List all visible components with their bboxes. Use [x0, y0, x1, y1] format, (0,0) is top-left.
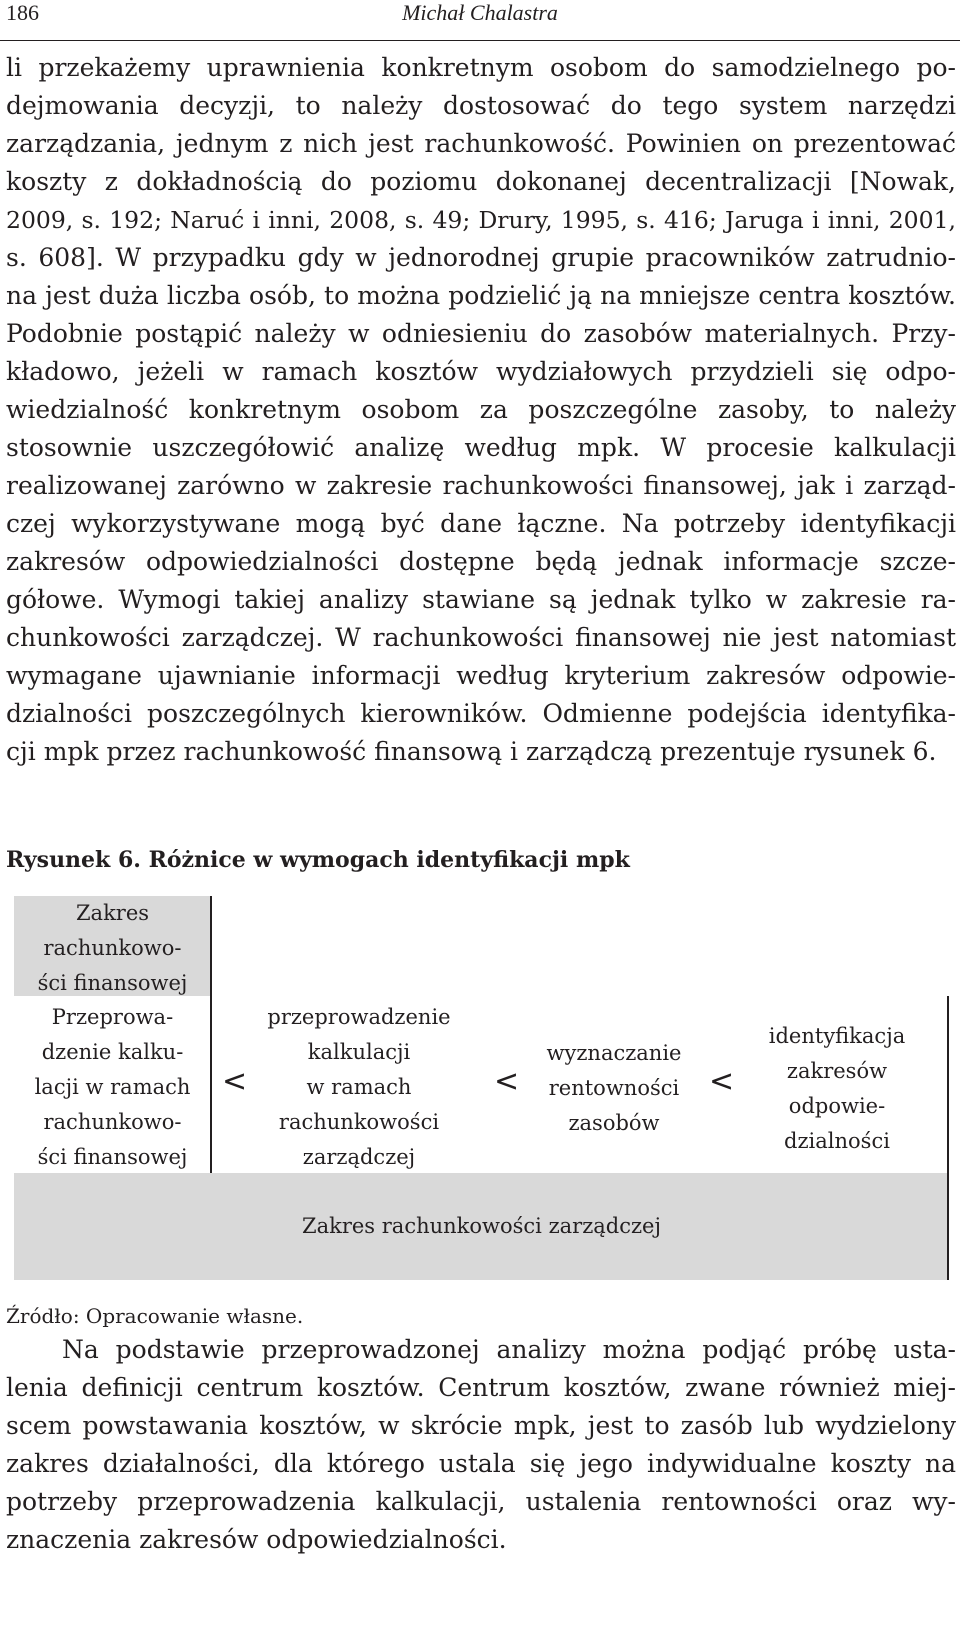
column-management-calculation [259, 1000, 459, 1175]
label-line: lacji w ramach [34, 1075, 191, 1099]
text-line: na jest duża liczba osób, to można podzielić ją na mniejsze centra kosztów. [6, 281, 956, 310]
label-line: zasobów [568, 1111, 660, 1135]
text-line: chunkowości zarządczej. W rachunkowości finansowej nie jest natomiast [6, 623, 956, 652]
text-line: znaczenia zakresów odpowiedzialności. [6, 1525, 507, 1554]
label-line: zakresów [786, 1059, 888, 1083]
label-line: rachunkowo- [43, 936, 182, 960]
figure-title: Rysunek 6. Różnice w wymogach identyfikacji mpk [6, 847, 630, 873]
text-line: zakresów odpowiedzialności dostępne będą jednak informacje szcze- [6, 547, 956, 576]
text-line: dzialności poszczególnych kierowników. Odmienne podejścia identyfika- [6, 699, 956, 728]
label-line: w ramach [306, 1075, 412, 1099]
label-line: zarządczej [302, 1145, 416, 1169]
text-line: wymagane ujawnianie informacji według kryterium zakresów odpowie- [6, 661, 956, 690]
less-than-symbol: < [494, 1064, 520, 1099]
text-line: Na podstawie przeprowadzonej analizy można podjąć próbę usta- [62, 1335, 956, 1364]
running-head: Michał Chalastra [402, 0, 558, 25]
text-line: wiedzialność konkretnym osobom za poszczególne zasoby, to należy [6, 395, 956, 424]
text-line: s. 608]. W przypadku gdy w jednorodnej grupie pracowników zatrudnio- [6, 243, 956, 272]
text-line: Podobnie postąpić należy w odniesieniu do zasobów materialnych. Przy- [6, 319, 956, 348]
text-line: gółowe. Wymogi takiej analizy stawiane są jednak tylko w zakresie ra- [6, 585, 956, 614]
page-header [0, 0, 960, 41]
text-line: zarządzania, jednym z nich jest rachunkowość. Powinien on prezentować [6, 129, 956, 158]
column-responsibility-identification [747, 1019, 927, 1159]
text-line: koszty z dokładnością do poziomu dokonanej decentralizacji [Nowak, [6, 167, 956, 196]
text-line: 2009, s. 192; Naruć i inni, 2008, s. 49; Drury, 1995, s. 416; Jaruga i inni, 2001, [6, 206, 956, 234]
text-line: stosownie uszczegółowić analizę według mpk. W procesie kalkulacji [6, 433, 956, 462]
label-line: dzialności [784, 1129, 890, 1153]
label-line: kalkulacji [307, 1040, 411, 1064]
text-line: li przekażemy uprawnienia konkretnym osobom do samodzielnego po- [6, 53, 956, 82]
column-financial-calculation [14, 1000, 211, 1175]
figure-diagram [14, 896, 949, 1280]
label-line: odpowie- [788, 1094, 886, 1118]
label-line: ści finansowej [37, 971, 188, 995]
label-line: dzenie kalku- [41, 1040, 184, 1064]
text-line: dejmowania decyzji, to należy dostosować do tego system narzędzi [6, 91, 956, 120]
text-line: lenia definicji centrum kosztów. Centrum kosztów, zwane również miej- [6, 1373, 956, 1402]
label-line: Przeprowa- [51, 1005, 174, 1029]
less-than-symbol: < [709, 1064, 735, 1099]
column-resource-profitability [529, 1036, 699, 1141]
financial-scope-label [14, 896, 211, 1001]
label-line: rachunkowości [278, 1110, 440, 1134]
label-line: wyznaczanie [546, 1041, 682, 1065]
text-line: potrzeby przeprowadzenia kalkulacji, ustalenia rentowności oraz wy- [6, 1487, 956, 1516]
label-line: rentowności [548, 1076, 680, 1100]
figure-source: Źródło: Opracowanie własne. [6, 1304, 304, 1328]
text-line: kładowo, jeżeli w ramach kosztów wydziałowych przydzieli się odpo- [6, 357, 956, 386]
label-line: ści finansowej [37, 1145, 188, 1169]
label-line: przeprowadzenie [267, 1005, 451, 1029]
label-line: Zakres [75, 901, 150, 925]
label-line: rachunkowo- [43, 1110, 182, 1134]
label-line: identyfikacja [768, 1024, 906, 1048]
text-line: scem powstawania kosztów, w skrócie mpk, jest to zasób lub wydzielony [6, 1411, 956, 1440]
management-scope-label: Zakres rachunkowości zarządczej [302, 1214, 661, 1238]
page-number: 186 [6, 0, 39, 25]
less-than-symbol: < [222, 1064, 248, 1099]
text-line: realizowanej zarówno w zakresie rachunkowości finansowej, jak i zarząd- [6, 471, 956, 500]
text-line: zakres działalności, dla którego ustala się jego indywidualne koszty na [6, 1449, 956, 1478]
text-line: czej wykorzystywane mogą być dane łączne. Na potrzeby identyfikacji [6, 509, 956, 538]
text-line: cji mpk przez rachunkowość finansową i zarządczą prezentuje rysunek 6. [6, 737, 937, 766]
